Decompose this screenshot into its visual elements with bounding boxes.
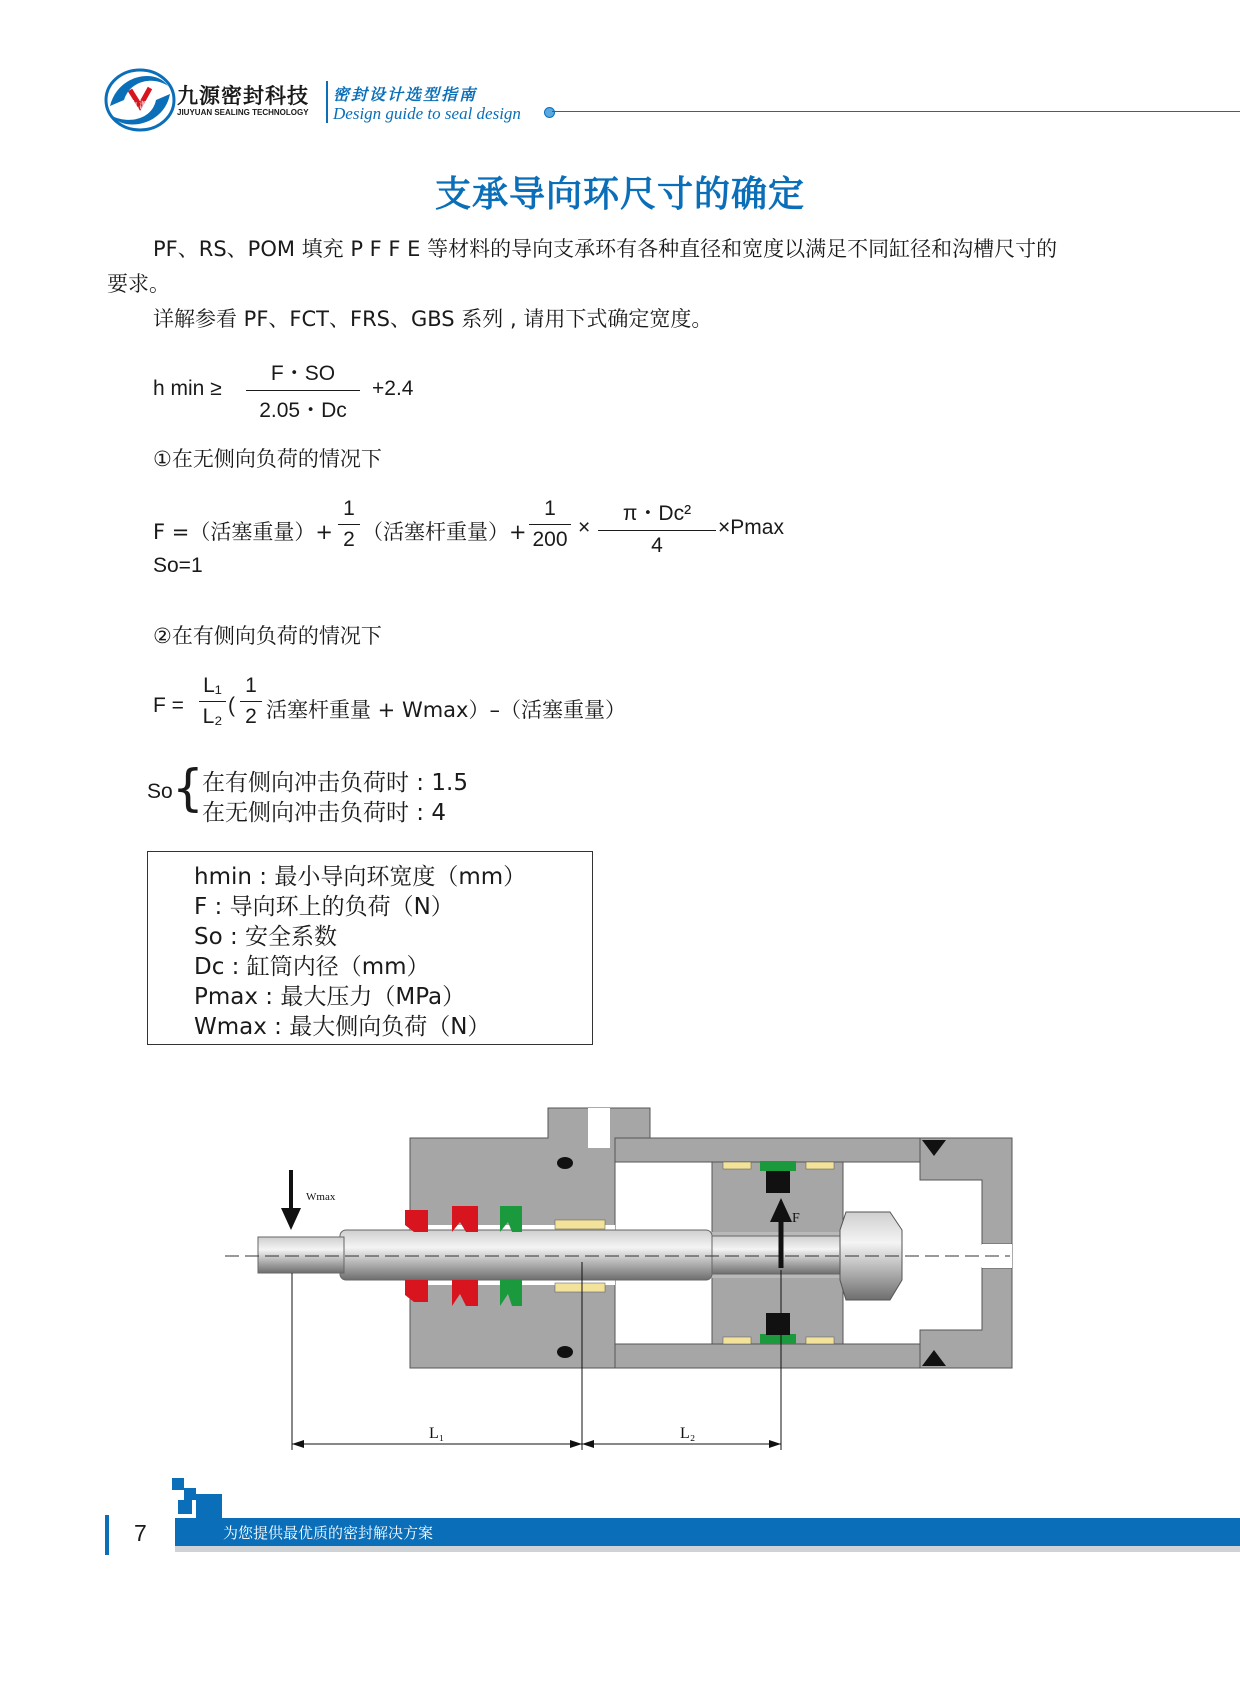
o-ring [557,1346,573,1358]
page-number-marker [105,1515,109,1555]
case1-pmax: ×Pmax [718,516,784,539]
footer-slogan: 为您提供最优质的密封解决方案 [223,1524,434,1542]
area-denominator: 4 [651,534,663,557]
piston-guide-ring [723,1337,751,1344]
legend-item: hmin : 最小导向环宽度（mm） [194,864,527,890]
case1-rod: （活塞杆重量）+ [362,520,527,544]
case1-area [598,497,716,558]
factor-denominator: 200 [532,528,568,551]
footer-pixel-decoration [172,1478,226,1520]
factor-numerator: 1 [544,497,556,520]
dimension-arrow [570,1440,582,1448]
wiper-seal [405,1210,428,1232]
case2-half [240,674,262,729]
case2-ratio [199,674,226,729]
dimension-l1-label: L₁ [429,1425,445,1442]
half-denominator: 2 [343,528,355,551]
so-with-impact: 在有侧向冲击负荷时 : 1.5 [202,770,468,796]
page-title: 支承导向环尺寸的确定 [434,174,805,215]
area-numerator: π・Dc² [622,502,692,525]
force-label: F [792,1211,800,1226]
piston-seal-energizer [766,1171,790,1193]
o-ring [557,1157,573,1169]
intro-reference: 详解参看 PF、FCT、FRS、GBS 系列 , 请用下式确定宽度。 [153,307,713,331]
so-brace: { [172,759,204,817]
fraction-bar [240,701,262,702]
svg-text:九源: 九源 [130,101,149,111]
legend-item: Pmax : 最大压力（MPa） [194,984,466,1010]
piston-guide-ring [723,1162,751,1169]
fraction-bar [246,390,360,391]
ratio-denominator: L₂ [202,705,223,728]
case2-tail: 活塞杆重量 + Wmax）–（活塞重量） [266,698,626,722]
piston-seal-energizer [766,1313,790,1335]
fraction-bar [598,530,716,531]
dimension-arrow [769,1440,781,1448]
formula-denominator: 2.05・Dc [259,399,347,422]
header-slogan-en: Design guide to seal design [333,104,521,123]
formula-fraction [246,357,360,424]
piston-seal [760,1334,796,1344]
case1-half [338,497,360,552]
guide-ring [555,1220,605,1229]
company-name-en: JIUYUAN SEALING TECHNOLOGY [177,108,309,117]
piston-guide-ring [806,1162,834,1169]
formula-constant: +2.4 [372,377,414,400]
case1-heading: ①在无侧向负荷的情况下 [153,447,382,471]
case1-so: So=1 [153,554,203,577]
wiper-seal [405,1280,428,1302]
header-rule [552,111,1240,112]
header-dot [544,107,555,118]
legend-item: So : 安全系数 [194,924,338,950]
case1-times: × [578,516,591,539]
so-without-impact: 在无侧向冲击负荷时 : 4 [202,800,447,826]
head-port [588,1108,610,1148]
dimension-arrow [582,1440,594,1448]
dimension-arrow [292,1440,304,1448]
header-slogan: 密封设计选型指南 [333,85,478,104]
formula-lhs: h min ≥ [153,377,222,400]
guide-ring [555,1283,605,1292]
rod-end [258,1237,344,1273]
piston-seal [760,1161,796,1171]
formula-numerator: F・SO [270,362,336,385]
intro-paragraph-cont: 要求。 [107,272,170,296]
case2-paren: ( [228,694,235,717]
cylinder-diagram [0,1090,1240,1480]
wmax-label: Wmax [306,1191,336,1203]
so-label: So [147,780,173,803]
piston-guide-ring [806,1337,834,1344]
company-name: 九源密封科技 [177,84,309,108]
page-number: 7 [134,1520,147,1546]
fraction-bar [338,524,360,525]
legend-item: F : 导向环上的负荷（N） [194,894,454,920]
header-divider [326,81,328,123]
half-numerator: 1 [343,497,355,520]
dimension-l2-label: L₂ [680,1425,696,1442]
legend-item: Dc : 缸筒内径（mm） [194,954,430,980]
case1-factor [529,497,571,552]
case2-heading: ②在有侧向负荷的情况下 [153,624,382,648]
ratio-numerator: L₁ [203,674,222,697]
legend-item: Wmax : 最大侧向负荷（N） [194,1014,491,1040]
case1-lhs: F =（活塞重量）+ [153,520,333,544]
fraction-bar [529,524,571,525]
half-numerator: 1 [245,674,257,697]
footer-shadow [175,1546,1240,1552]
wmax-arrow [281,1208,301,1230]
symbol-legend [147,851,593,1045]
fraction-bar [199,701,226,702]
rod-inner [712,1236,844,1274]
case2-lhs: F = [153,694,184,717]
intro-paragraph: PF、RS、POM 填充 P F F E 等材料的导向支承环有各种直径和宽度以满足不同缸径和沟槽尺寸的 [153,237,1058,261]
piston-rod [340,1230,712,1280]
company-logo [104,66,176,134]
half-denominator: 2 [245,705,257,728]
